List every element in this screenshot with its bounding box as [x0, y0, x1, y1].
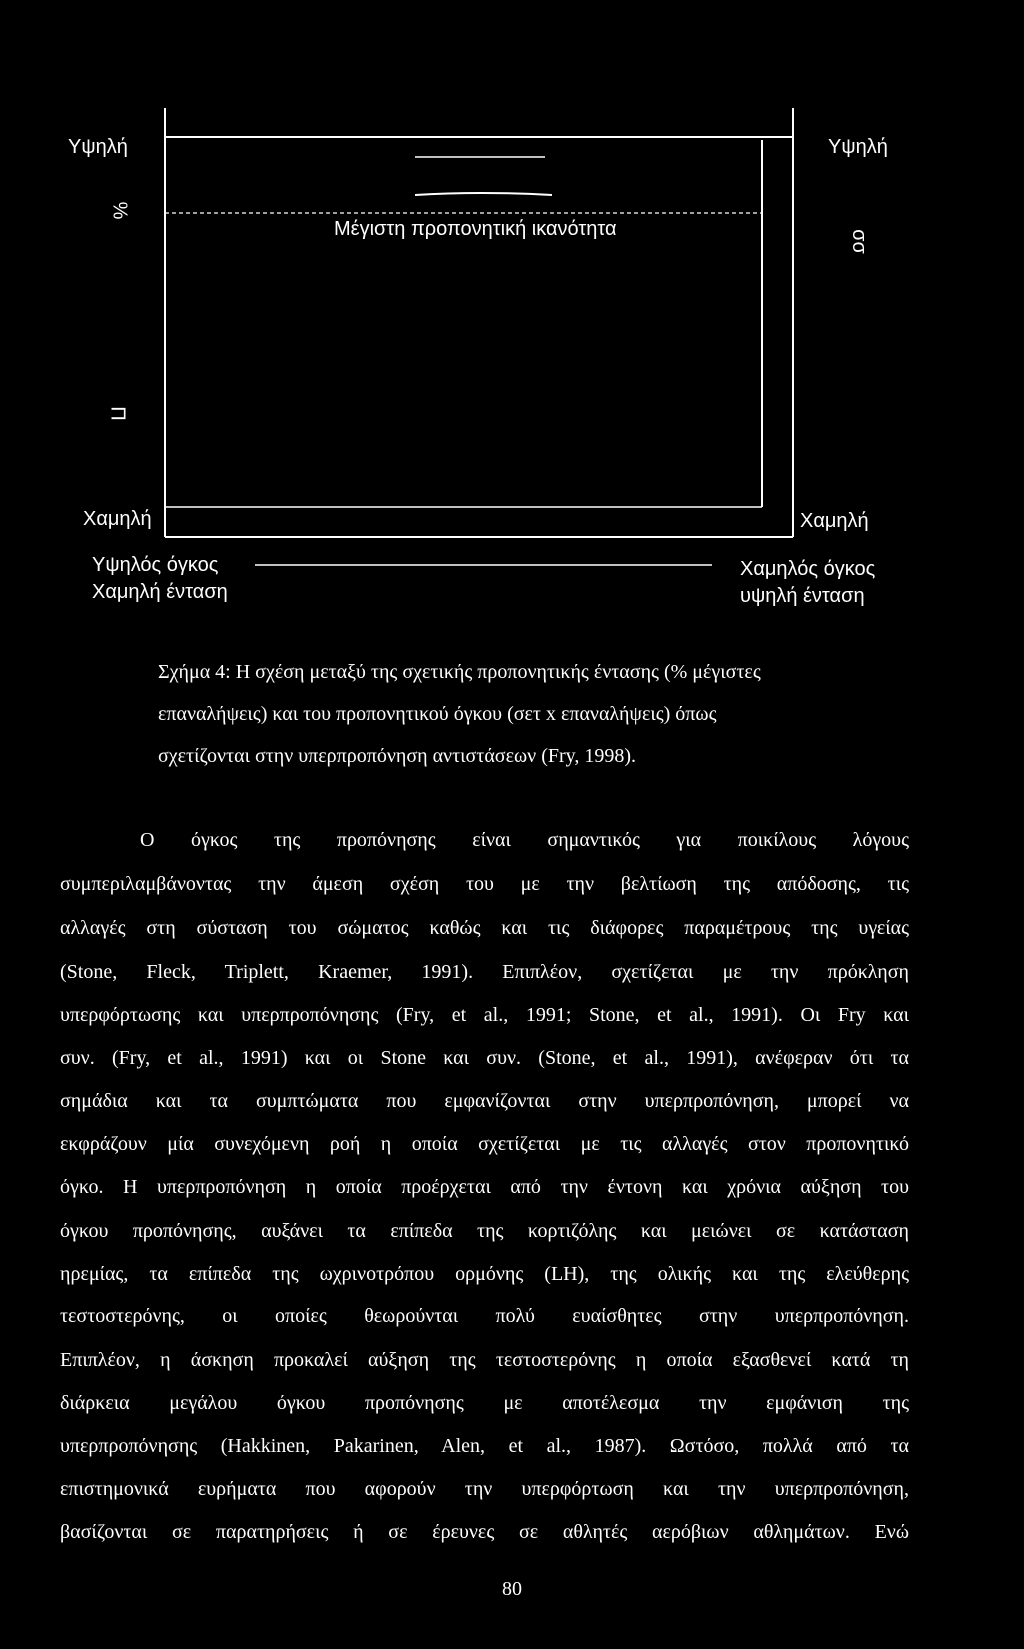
paragraph-line: συμπεριλαμβάνοντας την άμεση σχέση του με την βελτίωση της απόδοσης, τις [60, 873, 909, 895]
right-top-label: Υψηλή [828, 136, 888, 158]
paragraph-line: συν. (Fry, et al., 1991) και οι Stone και συν. (Stone, et al., 1991), ανέφεραν ότι τα [60, 1047, 909, 1069]
paragraph-line: επιστημονικά ευρήματα που αφορούν την υπερφόρτωση και την υπερπροπόνηση, [60, 1478, 909, 1500]
paragraph-line: όγκο. Η υπερπροπόνηση η οποία προέρχεται από την έντονη και χρόνια αύξηση του [60, 1176, 909, 1198]
paragraph-line: σημάδια και τα συμπτώματα που εμφανίζονται στην υπερπροπόνηση, μπορεί να [60, 1090, 909, 1112]
paragraph-line: (Stone, Fleck, Triplett, Kraemer, 1991). Επιπλέον, σχετίζεται με την πρόκληση [60, 961, 909, 983]
left-vertical-bottom-label: Π [106, 406, 129, 421]
left-top-label: Υψηλή [68, 136, 128, 158]
paragraph-line: υπερπροπόνησης (Hakkinen, Pakarinen, Alen, et al., 1987). Ωστόσο, πολλά από τα [60, 1435, 909, 1457]
page-number: 80 [502, 1578, 522, 1600]
paragraph-line: υπερφόρτωσης και υπερπροπόνησης (Fry, et al., 1991; Stone, et al., 1991). Οι Fry και [60, 1004, 909, 1026]
figure-diagram [0, 0, 1024, 640]
left-vertical-top-label: % [108, 201, 131, 220]
right-bottom-label: Χαμηλή [800, 510, 869, 532]
left-axis-label-line1: Υψηλός όγκος [92, 554, 219, 576]
left-axis-label-line2: Χαμηλή ένταση [92, 581, 228, 603]
paragraph-line: εκφράζουν μία συνεχόμενη ροή η οποία σχετίζεται με τις αλλαγές στον προπονητικό [60, 1133, 909, 1155]
right-axis-label-line1: Χαμηλός όγκος [740, 558, 876, 580]
paragraph-line: διάρκεια μεγάλου όγκου προπόνησης με αποτέλεσμα την εμφάνιση της [60, 1392, 909, 1414]
paragraph-line: όγκου προπόνησης, αυξάνει τα επίπεδα της κορτιζόλης και μειώνει σε κατάσταση [60, 1220, 909, 1242]
right-axis-label-line2: υψηλή ένταση [740, 585, 865, 607]
figure [0, 0, 1024, 640]
max-capacity-label: Μέγιστη προπονητική ικανότητα [334, 218, 617, 240]
paragraph-line: βασίζονται σε παρατηρήσεις ή σε έρευνες σε αθλητές αερόβιων αθλημάτων. Ενώ [60, 1521, 909, 1543]
paragraph-line: ηρεμίας, τα επίπεδα της ωχρινοτρόπου ορμόνης (LH), της ολικής και της ελεύθερης [60, 1263, 909, 1285]
paragraph-first-line: Ο όγκος της προπόνησης είναι σημαντικός για ποικίλους λόγους [140, 829, 909, 851]
caption-line: Σχήμα 4: Η σχέση μεταξύ της σχετικής προπονητικής έντασης (% μέγιστες [158, 661, 761, 683]
caption-line: επαναλήψεις) και του προπονητικού όγκου (σετ x επαναλήψεις) όπως [158, 703, 717, 725]
paragraph-line: αλλαγές στη σύσταση του σώματος καθώς και τις διάφορες παραμέτρους της υγείας [60, 917, 909, 939]
caption-line: σχετίζονται στην υπερπροπόνηση αντιστάσεων (Fry, 1998). [158, 745, 636, 767]
curve-segment-lower [415, 193, 552, 195]
left-bottom-label: Χαμηλή [83, 508, 152, 530]
right-vertical-label: σσ [847, 229, 870, 254]
paragraph-line: Επιπλέον, η άσκηση προκαλεί αύξηση της τεστοστερόνης η οποία εξασθενεί κατά τη [60, 1349, 909, 1371]
paragraph-line: τεστοστερόνης, οι οποίες θεωρούνται πολύ ευαίσθητες στην υπερπροπόνηση. [60, 1305, 909, 1327]
